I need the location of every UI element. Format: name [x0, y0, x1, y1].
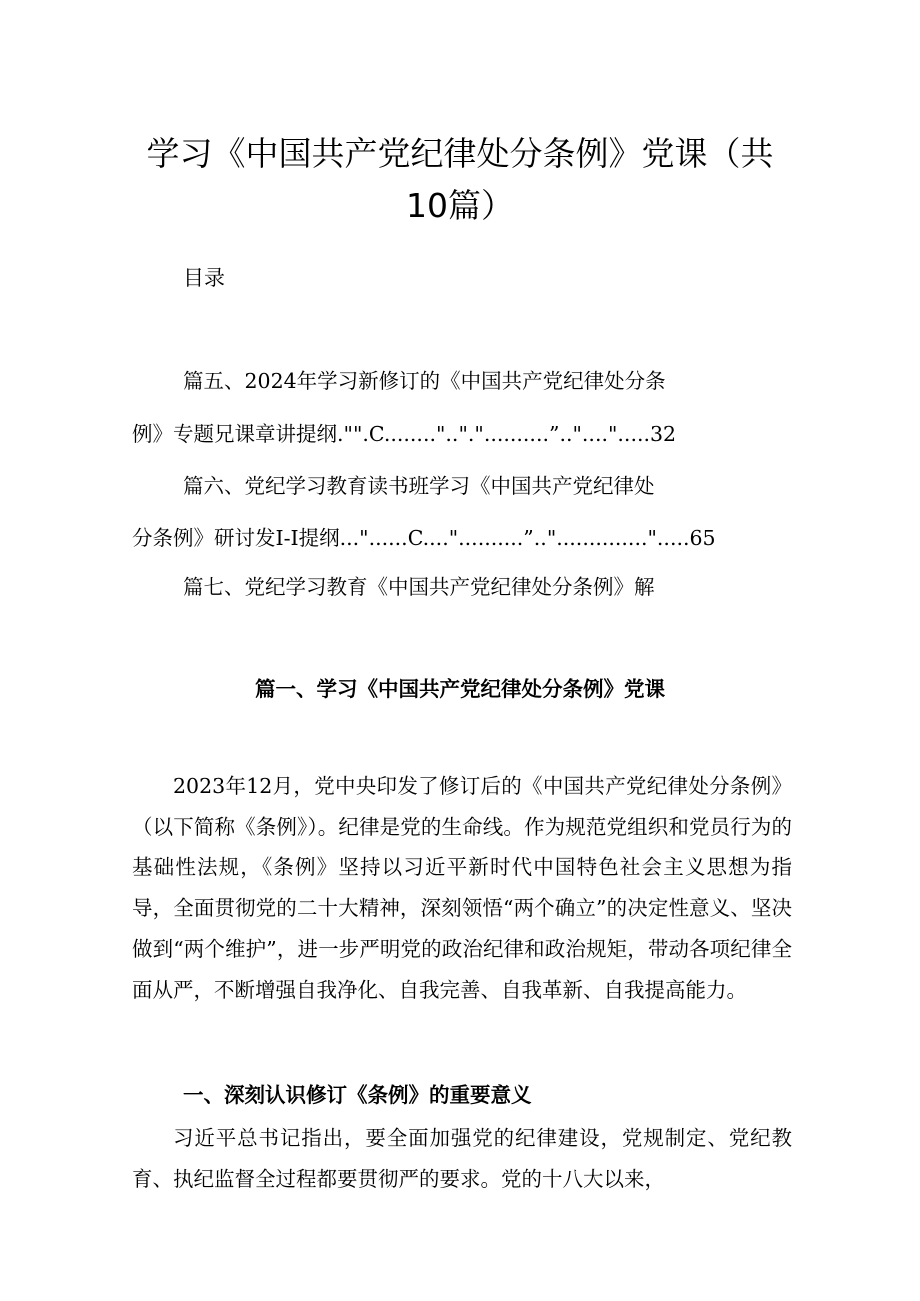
title-line-1: 学习《中国共产党纪律处分条例》党课（共 — [146, 134, 774, 173]
toc-entry-7-line-1: 篇七、党纪学习教育《中国共产党纪律处分条例》解 — [183, 575, 655, 599]
toc-label: 目录 — [183, 266, 225, 290]
section-heading: 篇一、学习《中国共产党纪律处分条例》党课 — [255, 677, 665, 701]
toc-entry-5-line-1: 篇五、2024年学习新修订的《中国共产党纪律处分条 — [183, 369, 666, 393]
toc-entry-6-line-1: 篇六、党纪学习教育读书班学习《中国共产党纪律处 — [183, 474, 655, 498]
body-paragraph-1: 2023年12月，党中央印发了修订后的《中国共产党纪律处分条例》（以下简称《条例》）。纪律是党的生命线。作为规范党组织和党员行为的基础性法规，《条例》坚持以习近平新时代中国特色社会主义思想为指导，全面贯彻党的二十大精神，深刻领悟“两个确立”的决定性意义、坚决做到“两个维护”，进一步严明党的政治纪律和政治规矩，带动各项纪律全面从严，不断增强自我净化、自我完善、自我革新、自我提高能力。 — [132, 774, 792, 1002]
body-paragraph-2: 习近平总书记指出，要全面加强党的纪律建设，党规制定、党纪教育、执纪监督全过程都要贯彻严的要求。党的十八大以来， — [132, 1126, 792, 1191]
toc-entry-6-line-2: 分条例》研讨发I-I提纲..."......C...."..........”.."..............".....65 — [132, 526, 716, 550]
subheading-1: 一、深刻认识修订《条例》的重要意义 — [183, 1083, 532, 1107]
toc-entry-5-line-2: 例》专题兄课章讲提纲."".C........".."."..........”.."....".....32 — [132, 422, 677, 446]
title-line-2: 10篇） — [406, 186, 514, 225]
document-title — [100, 128, 820, 232]
